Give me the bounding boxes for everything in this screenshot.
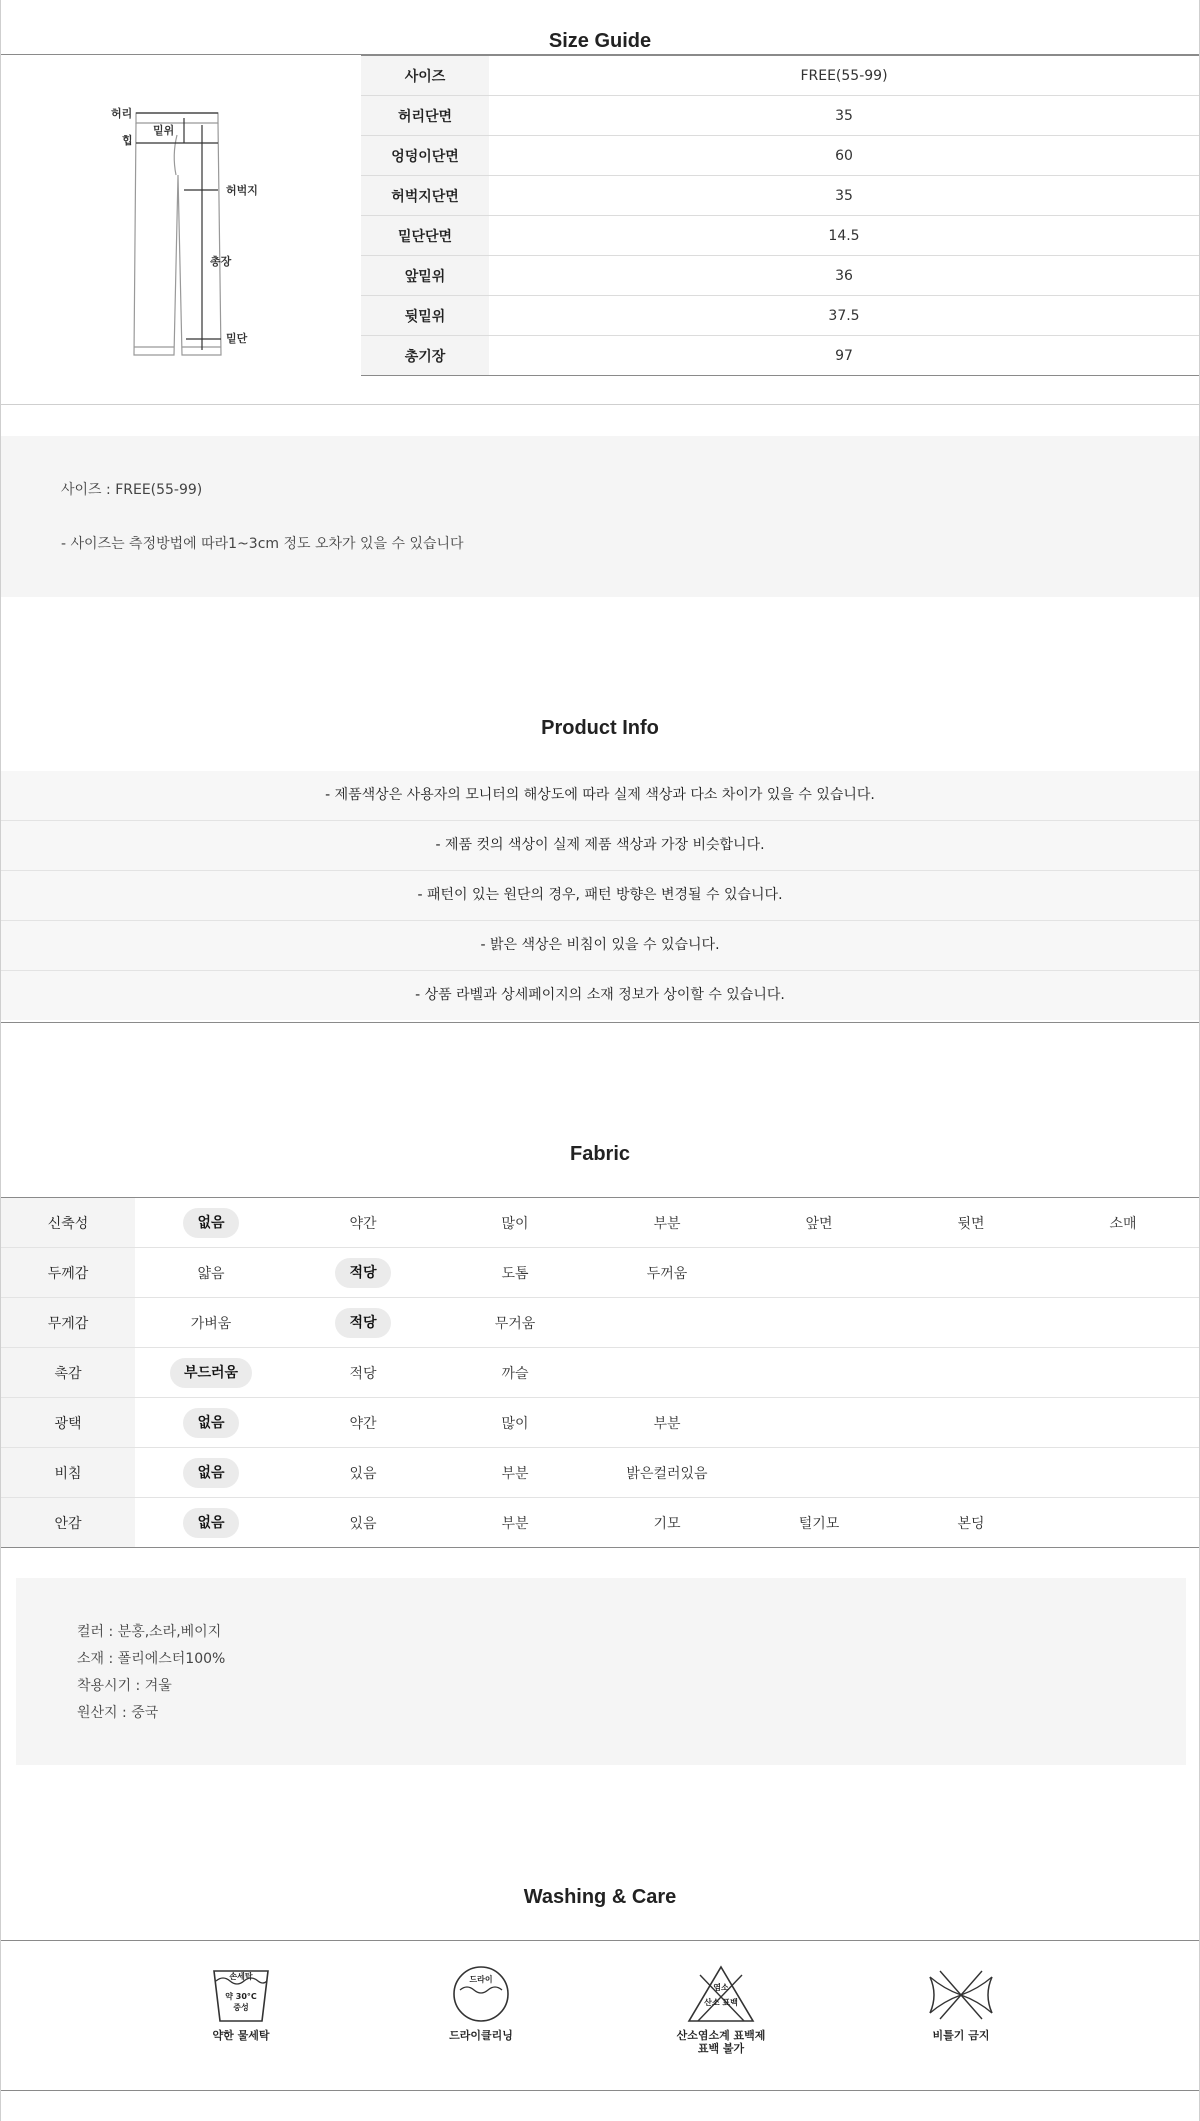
- fabric-row-label: 안감: [1, 1498, 135, 1548]
- product-info-title: Product Info: [541, 717, 659, 739]
- size-row: [361, 96, 1199, 136]
- size-row-label: 밑단단면: [361, 216, 489, 256]
- washing-title: Washing & Care: [523, 1886, 677, 1908]
- fabric-option-cell: [591, 1198, 743, 1248]
- fabric-option-cell: [1047, 1448, 1199, 1498]
- product-info-item: - 패턴이 있는 원단의 경우, 패턴 방향은 변경될 수 있습니다.: [1, 871, 1199, 921]
- no-bleach-symbol-text: 염소: [713, 1983, 729, 1992]
- hip-label: 힙: [122, 134, 133, 147]
- care-label: 표백 불가: [697, 2042, 745, 2055]
- fabric-option-cell: [591, 1498, 743, 1548]
- size-row-label: 사이즈: [361, 56, 489, 96]
- care-item: [881, 1965, 1041, 2042]
- fabric-option-cell: [439, 1448, 591, 1498]
- length-label: 총장: [210, 255, 232, 268]
- fabric-option-cell: [895, 1248, 1047, 1298]
- fabric-option: 본딩: [957, 1515, 985, 1532]
- product-info-item: - 제품 컷의 색상이 실제 제품 색상과 가장 비슷합니다.: [1, 821, 1199, 871]
- waist-label: 허리: [111, 107, 133, 120]
- fabric-option-cell: [1047, 1498, 1199, 1548]
- size-row-label: 총기장: [361, 336, 489, 376]
- care-label: 산소염소계 표백제: [676, 2029, 766, 2042]
- fabric-option: 가벼움: [190, 1315, 232, 1332]
- fabric-row: [1, 1448, 1199, 1498]
- fabric-row-label: 신축성: [1, 1198, 135, 1248]
- fabric-option-cell: [895, 1298, 1047, 1348]
- fabric-option: 기모: [653, 1515, 681, 1532]
- fabric-option-cell: [1047, 1248, 1199, 1298]
- size-section-divider: [1, 404, 1199, 405]
- hand-wash-symbol-text: 약 30°C: [225, 1992, 257, 2001]
- product-info-item: - 밝은 색상은 비침이 있을 수 있습니다.: [1, 921, 1199, 971]
- dry-clean-symbol-text: 드라이: [469, 1975, 493, 1984]
- fabric-option-cell: [895, 1398, 1047, 1448]
- size-row: [361, 296, 1199, 336]
- fabric-title: Fabric: [569, 1143, 631, 1165]
- hand-wash-symbol-text: 손세탁: [229, 1972, 253, 1981]
- no-wring-icon: [926, 1965, 996, 2025]
- pants-size-diagram: [106, 105, 276, 365]
- fabric-option-cell: [743, 1398, 895, 1448]
- fabric-option-cell: [1047, 1398, 1199, 1448]
- fabric-option-selected: 없음: [183, 1208, 238, 1238]
- size-row-value: 60: [489, 136, 1199, 176]
- fabric-option-cell: [743, 1198, 895, 1248]
- fabric-option-cell: [591, 1248, 743, 1298]
- size-note: - 사이즈는 측정방법에 따라1~3cm 정도 오차가 있을 수 있습니다: [61, 536, 464, 552]
- fabric-option-cell: [591, 1398, 743, 1448]
- size-row-value: FREE(55-99): [489, 56, 1199, 96]
- fabric-option: 털기모: [798, 1515, 840, 1532]
- size-note: 사이즈 : FREE(55-99): [61, 482, 203, 498]
- fabric-option-cell: [1047, 1298, 1199, 1348]
- fabric-option: 약간: [349, 1215, 377, 1232]
- fabric-row-label: 두께감: [1, 1248, 135, 1298]
- fabric-option-cell: [135, 1348, 287, 1398]
- fabric-option-selected: 적당: [335, 1308, 390, 1338]
- fabric-option: 소매: [1109, 1215, 1137, 1232]
- fabric-option-cell: [135, 1448, 287, 1498]
- fabric-option: 까슬: [501, 1365, 529, 1382]
- fabric-option-cell: [743, 1298, 895, 1348]
- hand-wash-symbol-text: 중성: [233, 2003, 249, 2012]
- size-row-value: 35: [489, 176, 1199, 216]
- size-row-value: 36: [489, 256, 1199, 296]
- fabric-spec-material: 소재 : 폴리에스터100%: [77, 1651, 226, 1667]
- fabric-option-cell: [135, 1398, 287, 1448]
- fabric-option-cell: [743, 1248, 895, 1298]
- size-row: [361, 136, 1199, 176]
- hand-wash-icon: [206, 1965, 276, 2025]
- rise-label: 밑위: [153, 124, 175, 137]
- fabric-option-cell: [743, 1348, 895, 1398]
- fabric-option-cell: [439, 1348, 591, 1398]
- product-info-item: - 제품색상은 사용자의 모니터의 해상도에 따라 실제 색상과 다소 차이가 있을 수 있습니다.: [1, 771, 1199, 821]
- fabric-row: [1, 1298, 1199, 1348]
- fabric-option-cell: [287, 1348, 439, 1398]
- fabric-option: 많이: [501, 1415, 529, 1432]
- size-row-label: 허벅지단면: [361, 176, 489, 216]
- fabric-option-cell: [135, 1498, 287, 1548]
- size-row-value: 14.5: [489, 216, 1199, 256]
- no-bleach-icon: [686, 1965, 756, 2025]
- fabric-row-label: 촉감: [1, 1348, 135, 1398]
- size-row-label: 허리단면: [361, 96, 489, 136]
- size-row: [361, 216, 1199, 256]
- fabric-spec-season: 착용시기 : 겨울: [77, 1678, 172, 1694]
- fabric-option-cell: [287, 1298, 439, 1348]
- fabric-option-cell: [895, 1198, 1047, 1248]
- size-row: [361, 56, 1199, 96]
- fabric-option-cell: [895, 1498, 1047, 1548]
- hem-label: 밑단: [226, 332, 248, 345]
- fabric-option-cell: [1047, 1198, 1199, 1248]
- fabric-option: 얇음: [197, 1265, 225, 1282]
- fabric-option: 뒷면: [957, 1215, 985, 1232]
- fabric-option: 부분: [653, 1215, 681, 1232]
- size-row-label: 뒷밑위: [361, 296, 489, 336]
- fabric-option-cell: [439, 1248, 591, 1298]
- fabric-option-cell: [743, 1498, 895, 1548]
- fabric-spec-color: 컬러 : 분홍,소라,베이지: [77, 1624, 222, 1640]
- fabric-option: 도톰: [501, 1265, 529, 1282]
- fabric-row-label: 광택: [1, 1398, 135, 1448]
- fabric-option: 밝은컬러있음: [626, 1465, 708, 1482]
- size-row-label: 엉덩이단면: [361, 136, 489, 176]
- fabric-option-selected: 없음: [183, 1508, 238, 1538]
- fabric-option-cell: [287, 1448, 439, 1498]
- care-item: [161, 1965, 321, 2042]
- fabric-option-cell: [743, 1448, 895, 1498]
- fabric-option-cell: [287, 1198, 439, 1248]
- fabric-table: [1, 1198, 1199, 1548]
- size-notes-box: [1, 436, 1199, 597]
- fabric-option-cell: [591, 1348, 743, 1398]
- size-row-value: 37.5: [489, 296, 1199, 336]
- fabric-option-cell: [1047, 1348, 1199, 1398]
- fabric-option-cell: [439, 1198, 591, 1248]
- fabric-option-cell: [135, 1198, 287, 1248]
- fabric-option-cell: [135, 1248, 287, 1298]
- fabric-row: [1, 1348, 1199, 1398]
- fabric-option: 있음: [349, 1515, 377, 1532]
- fabric-option: 적당: [349, 1365, 377, 1382]
- fabric-option: 부분: [501, 1465, 529, 1482]
- thigh-label: 허벅지: [226, 184, 258, 197]
- fabric-option-selected: 부드러움: [170, 1358, 252, 1388]
- fabric-option: 많이: [501, 1215, 529, 1232]
- fabric-option-cell: [135, 1298, 287, 1348]
- fabric-option-cell: [439, 1498, 591, 1548]
- fabric-option-cell: [591, 1298, 743, 1348]
- fabric-option-selected: 적당: [335, 1258, 390, 1288]
- fabric-option-cell: [439, 1398, 591, 1448]
- fabric-option-cell: [895, 1348, 1047, 1398]
- fabric-row-label: 비침: [1, 1448, 135, 1498]
- fabric-option: 약간: [349, 1415, 377, 1432]
- fabric-option-cell: [439, 1298, 591, 1348]
- fabric-option-cell: [287, 1398, 439, 1448]
- dry-clean-icon: [446, 1965, 516, 2025]
- size-guide-title: Size Guide: [548, 30, 652, 52]
- size-row-value: 97: [489, 336, 1199, 376]
- fabric-row: [1, 1398, 1199, 1448]
- care-label: 드라이클리닝: [449, 2029, 513, 2042]
- fabric-row-label: 무게감: [1, 1298, 135, 1348]
- fabric-spec-box: [16, 1578, 1186, 1765]
- fabric-option: 부분: [653, 1415, 681, 1432]
- product-info-item: - 상품 라벨과 상세페이지의 소재 정보가 상이할 수 있습니다.: [1, 971, 1199, 1020]
- fabric-option-cell: [591, 1448, 743, 1498]
- fabric-row: [1, 1198, 1199, 1248]
- size-table: [361, 55, 1199, 376]
- size-row-value: 35: [489, 96, 1199, 136]
- product-info-bottom-rule: [1, 1022, 1199, 1023]
- product-info-list: [1, 771, 1199, 1020]
- care-item: [401, 1965, 561, 2042]
- fabric-row: [1, 1498, 1199, 1548]
- fabric-option-cell: [895, 1448, 1047, 1498]
- washing-top-rule: [1, 1940, 1199, 1941]
- fabric-row: [1, 1248, 1199, 1298]
- fabric-option: 있음: [349, 1465, 377, 1482]
- care-label: 비틀기 금지: [932, 2029, 990, 2042]
- fabric-option: 앞면: [805, 1215, 833, 1232]
- size-row-label: 앞밑위: [361, 256, 489, 296]
- fabric-option: 무거움: [494, 1315, 536, 1332]
- fabric-option-cell: [287, 1498, 439, 1548]
- no-bleach-symbol-text: 산소 표백: [704, 1998, 738, 2007]
- fabric-option: 부분: [501, 1515, 529, 1532]
- fabric-option: 두꺼움: [646, 1265, 688, 1282]
- care-item: [641, 1965, 801, 2055]
- size-row: [361, 256, 1199, 296]
- fabric-option-cell: [287, 1248, 439, 1298]
- fabric-option-selected: 없음: [183, 1458, 238, 1488]
- fabric-option-selected: 없음: [183, 1408, 238, 1438]
- washing-bottom-rule: [1, 2090, 1199, 2091]
- care-label: 약한 물세탁: [212, 2029, 270, 2042]
- fabric-spec-origin: 원산지 : 중국: [77, 1705, 159, 1721]
- size-row: [361, 176, 1199, 216]
- size-row: [361, 336, 1199, 376]
